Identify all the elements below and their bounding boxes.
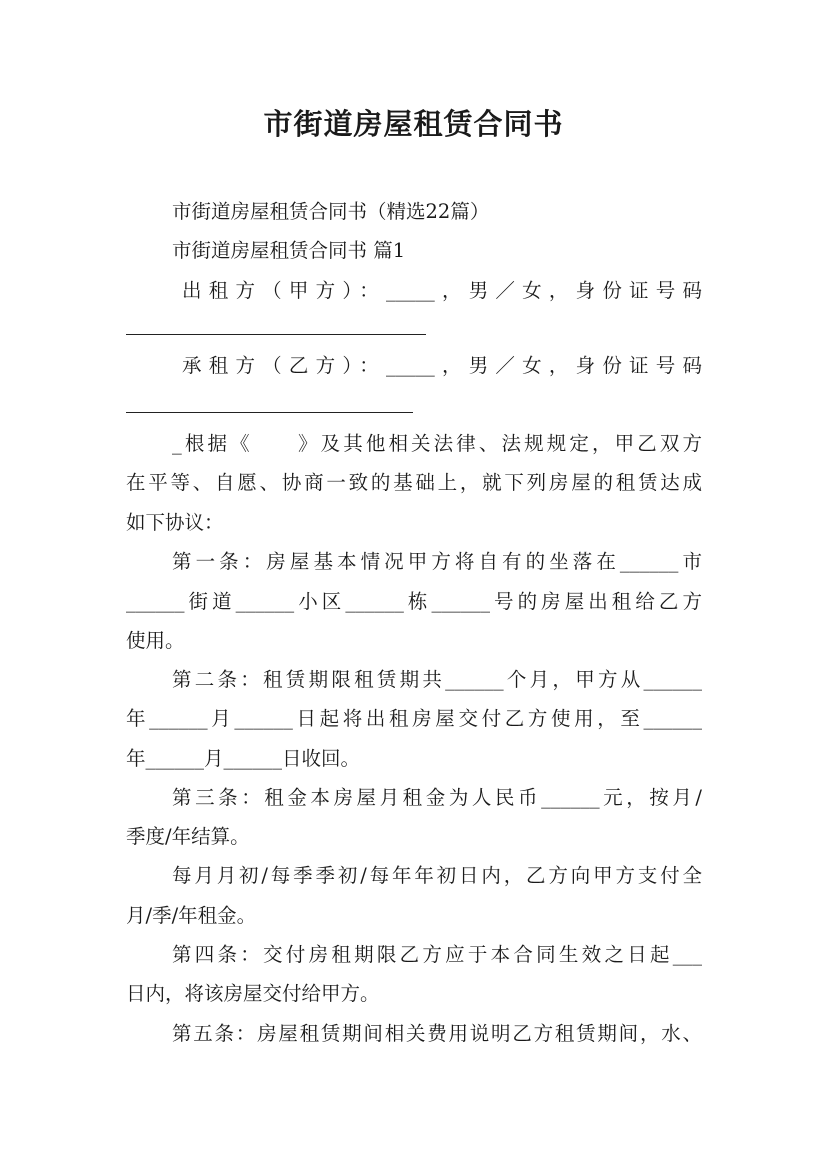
paragraph-line: 如下协议： bbox=[126, 511, 224, 534]
subtitle-line: 市街道房屋租赁合同书（精选22篇） bbox=[172, 200, 490, 223]
article-1-line: 第一条：房屋基本情况甲方将自有的坐落在______市 bbox=[172, 550, 702, 573]
lessee-id-blank bbox=[126, 412, 413, 413]
section-heading: 市街道房屋租赁合同书 篇1 bbox=[172, 239, 406, 262]
lessor-id-blank bbox=[126, 334, 426, 335]
article-1-line: 使用。 bbox=[126, 629, 185, 652]
article-4-line: 第四条：交付房租期限乙方应于本合同生效之日起___ bbox=[172, 943, 702, 966]
article-4-line: 日内，将该房屋交付给甲方。 bbox=[126, 982, 380, 1005]
paragraph-line: 月/季/年租金。 bbox=[126, 904, 257, 927]
document-title: 市街道房屋租赁合同书 bbox=[263, 107, 564, 141]
article-2-line: 年______月______日起将出租房屋交付乙方使用，至______ bbox=[126, 707, 702, 730]
article-3-line: 季度/年结算。 bbox=[126, 825, 250, 848]
paragraph-line: _根据《 》及其他相关法律、法规规定，甲乙双方 bbox=[172, 432, 702, 455]
article-1-line: ______街道______小区______栋______号的房屋出租给乙方 bbox=[126, 590, 702, 613]
article-5-line: 第五条：房屋租赁期间相关费用说明乙方租赁期间，水、 bbox=[172, 1022, 702, 1045]
lessor-line: 出租方（甲方）：_____，男／女，身份证号码 bbox=[182, 279, 702, 302]
paragraph-line: 每月月初/每季季初/每年年初日内，乙方向甲方支付全 bbox=[172, 864, 702, 887]
article-2-line: 年______月______日收回。 bbox=[126, 747, 361, 770]
paragraph-line: 在平等、自愿、协商一致的基础上，就下列房屋的租赁达成 bbox=[126, 471, 702, 494]
lessee-line: 承租方（乙方）：_____，男／女，身份证号码 bbox=[182, 354, 702, 377]
article-2-line: 第二条：租赁期限租赁期共______个月，甲方从______ bbox=[172, 668, 702, 691]
article-3-line: 第三条：租金本房屋月租金为人民币______元，按月/ bbox=[172, 786, 702, 809]
